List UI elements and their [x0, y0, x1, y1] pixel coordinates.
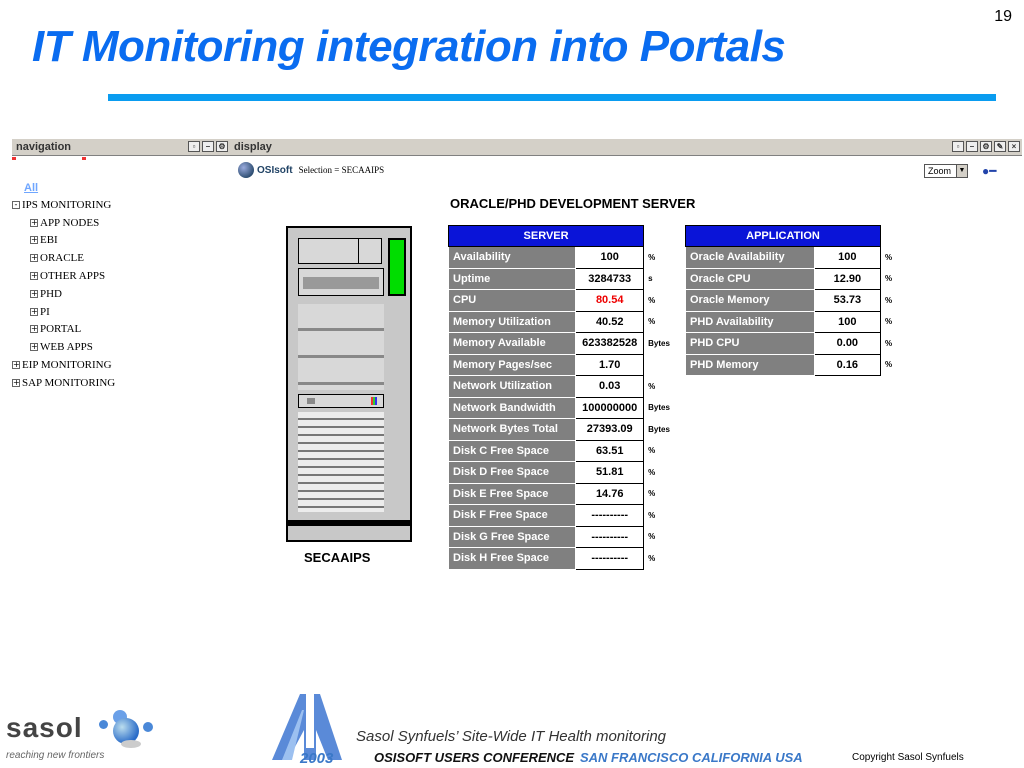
edit-icon[interactable]: ✎ — [994, 141, 1006, 152]
metric-value: 27393.09 — [576, 419, 644, 441]
metric-value: 40.52 — [576, 311, 644, 333]
metric-unit: % — [648, 510, 656, 520]
metric-label: Disk F Free Space — [449, 505, 576, 527]
nav-tree-item[interactable] — [12, 232, 115, 250]
metric-value: 100 — [814, 247, 880, 269]
metric-value: 100 — [814, 311, 880, 333]
status-indicator-green — [388, 238, 406, 296]
zoom-select[interactable] — [924, 164, 968, 178]
metric-value: 53.73 — [814, 290, 880, 312]
metric-value: 80.54 — [576, 290, 644, 312]
osisoft-brand: OSIsoft — [257, 164, 293, 176]
display-pane-controls — [952, 141, 1020, 152]
metric-label: Disk G Free Space — [449, 526, 576, 548]
nav-tree-item[interactable] — [12, 214, 115, 232]
chevron-down-icon[interactable]: ▼ — [956, 165, 967, 177]
nav-marker-right — [82, 157, 86, 160]
metric-row — [686, 268, 897, 290]
metric-unit: Bytes — [648, 338, 670, 348]
zoom-select-value: Zoom — [928, 166, 952, 176]
server-title: ORACLE/PHD DEVELOPMENT SERVER — [450, 196, 696, 211]
metric-value: 100 — [576, 247, 644, 269]
metric-unit: % — [885, 360, 893, 370]
metric-label: PHD Memory — [686, 354, 815, 376]
metric-unit: % — [885, 252, 893, 262]
nav-tree-item-label: APP NODES — [40, 216, 100, 229]
metric-value: 51.81 — [576, 462, 644, 484]
metric-row — [686, 290, 897, 312]
metric-value: 0.00 — [814, 333, 880, 355]
expand-icon[interactable]: + — [31, 271, 38, 281]
rack-drive-bay — [298, 268, 384, 296]
metric-unit: % — [648, 252, 656, 262]
metric-unit: % — [885, 338, 893, 348]
metric-label: Network Utilization — [449, 376, 576, 398]
metric-row — [449, 333, 686, 355]
display-pane-header — [230, 138, 1022, 156]
nav-tree-item[interactable] — [12, 249, 115, 267]
metric-value: 14.76 — [576, 483, 644, 505]
footer-caption: Sasol Synfuels’ Site-Wide IT Health monitoring — [356, 728, 667, 745]
restore-icon[interactable]: ▫ — [952, 141, 964, 152]
title-rule — [108, 94, 996, 101]
metric-row — [449, 311, 686, 333]
expand-icon[interactable]: + — [13, 360, 20, 370]
metric-row — [449, 440, 686, 462]
metric-value: ---------- — [576, 548, 644, 570]
navigation-tree — [12, 180, 115, 392]
metric-value: 100000000 — [576, 397, 644, 419]
expand-icon[interactable]: + — [31, 235, 38, 245]
metric-label: Availability — [449, 247, 576, 269]
nav-tree-item[interactable] — [12, 303, 115, 321]
expand-icon[interactable]: + — [31, 342, 38, 352]
metric-unit: % — [648, 489, 656, 499]
rack-blank-panels — [298, 304, 384, 390]
rack-base — [288, 520, 410, 526]
expand-icon[interactable]: + — [31, 324, 38, 334]
nav-tree-item-label: EBI — [40, 234, 58, 247]
copyright-text: Copyright Sasol Synfuels — [852, 752, 964, 763]
metric-label: PHD Availability — [686, 311, 815, 333]
rack-name-label: SECAAIPS — [304, 550, 371, 565]
nav-tree-item-label: OTHER APPS — [40, 270, 106, 283]
minimize-icon[interactable]: – — [966, 141, 978, 152]
pin-icon[interactable]: ●━ — [982, 164, 997, 178]
nav-tree-item[interactable] — [12, 374, 115, 392]
metric-label: Memory Pages/sec — [449, 354, 576, 376]
nav-marker-left — [12, 157, 16, 160]
restore-icon[interactable]: ▫ — [188, 141, 200, 152]
metric-row — [449, 419, 686, 441]
metric-row — [449, 290, 686, 312]
metric-label: Disk C Free Space — [449, 440, 576, 462]
rack-top-slot — [358, 238, 382, 264]
expand-icon[interactable]: + — [13, 377, 20, 387]
nav-tree-item[interactable] — [12, 196, 115, 214]
expand-icon[interactable]: + — [31, 306, 38, 316]
nav-tree-item-label: SAP MONITORING — [22, 376, 116, 389]
expand-icon[interactable]: + — [31, 253, 38, 263]
metric-value: 12.90 — [814, 268, 880, 290]
nav-tree-item-label: PI — [40, 305, 50, 318]
metric-label: Network Bytes Total — [449, 419, 576, 441]
metric-unit: % — [648, 532, 656, 542]
selection-label: Selection = SECAAIPS — [298, 165, 385, 175]
metric-unit: % — [885, 274, 893, 284]
metric-unit: % — [648, 553, 656, 563]
expand-icon[interactable]: + — [31, 288, 38, 298]
nav-tree-item-label: ORACLE — [40, 252, 84, 265]
metric-unit: % — [885, 317, 893, 327]
metric-value: 63.51 — [576, 440, 644, 462]
metric-row — [449, 376, 686, 398]
expand-icon[interactable]: + — [31, 217, 38, 227]
metric-row — [686, 247, 897, 269]
metric-value: ---------- — [576, 505, 644, 527]
conference-name: OSISOFT USERS CONFERENCE — [374, 750, 575, 765]
settings-icon[interactable]: ⚙ — [980, 141, 992, 152]
rack-vent-slots — [298, 412, 384, 512]
nav-all-link[interactable]: All — [24, 182, 39, 194]
osisoft-logo — [238, 162, 384, 178]
metric-label: PHD CPU — [686, 333, 815, 355]
settings-icon[interactable]: ⚙ — [216, 141, 228, 152]
metric-value: 0.16 — [814, 354, 880, 376]
metric-unit: s — [648, 274, 653, 284]
metric-label: Disk E Free Space — [449, 483, 576, 505]
sasol-tagline: reaching new frontiers — [6, 750, 105, 761]
navigation-pane-title: navigation — [16, 141, 72, 153]
metric-label: Oracle Memory — [686, 290, 815, 312]
metric-unit: % — [648, 317, 656, 327]
nav-tree-item-label: EIP MONITORING — [22, 359, 112, 372]
nav-tree-item[interactable] — [12, 285, 115, 303]
metric-label: Oracle CPU — [686, 268, 815, 290]
metric-value: 1.70 — [576, 354, 644, 376]
nav-tree-item[interactable] — [12, 267, 115, 285]
metric-row — [449, 268, 686, 290]
metric-row — [449, 247, 686, 269]
metric-label: CPU — [449, 290, 576, 312]
metric-row — [686, 354, 897, 376]
metric-row — [686, 333, 897, 355]
metric-unit: % — [648, 467, 656, 477]
metric-unit: % — [648, 381, 656, 391]
metric-label: Disk H Free Space — [449, 548, 576, 570]
server-rack-image — [286, 226, 412, 542]
metric-unit — [644, 354, 686, 376]
metric-row — [449, 462, 686, 484]
conference-location: SAN FRANCISCO CALIFORNIA USA — [580, 750, 803, 765]
metric-row — [449, 483, 686, 505]
metric-row — [449, 354, 686, 376]
metric-value: ---------- — [576, 526, 644, 548]
metric-unit: Bytes — [648, 424, 670, 434]
nav-tree-item-label: WEB APPS — [40, 341, 93, 354]
nav-tree-item[interactable] — [12, 321, 115, 339]
metric-row — [449, 548, 686, 570]
application-metrics-table — [685, 225, 897, 376]
sasol-logo — [6, 706, 167, 761]
slide-title: IT Monitoring integration into Portals — [32, 22, 786, 71]
minimize-icon[interactable]: – — [202, 141, 214, 152]
sasol-logo-text: sasol — [6, 712, 83, 743]
metric-value: 3284733 — [576, 268, 644, 290]
metric-value: 623382528 — [576, 333, 644, 355]
metric-unit: % — [648, 446, 656, 456]
sasol-globe-icon — [97, 706, 167, 750]
conference-year: 2003 — [300, 750, 334, 767]
slide-number: 19 — [994, 8, 1012, 25]
nav-tree-item-label: PHD — [40, 287, 63, 300]
server-metrics-table — [448, 225, 686, 570]
metric-row — [686, 311, 897, 333]
metric-label: Disk D Free Space — [449, 462, 576, 484]
metric-unit: % — [648, 295, 656, 305]
metric-label: Network Bandwidth — [449, 397, 576, 419]
metric-unit: Bytes — [648, 403, 670, 413]
metric-label: Memory Available — [449, 333, 576, 355]
nav-tree-item-label: IPS MONITORING — [22, 198, 112, 211]
navigation-pane-header — [12, 138, 230, 156]
metric-unit: % — [885, 295, 893, 305]
rack-server-unit — [298, 394, 384, 408]
nav-tree-item[interactable] — [12, 338, 115, 356]
metric-label: Memory Utilization — [449, 311, 576, 333]
metric-row — [449, 505, 686, 527]
nav-tree-item-label: PORTAL — [40, 323, 82, 336]
metric-value: 0.03 — [576, 376, 644, 398]
display-pane-title: display — [234, 141, 272, 153]
collapse-icon[interactable]: - — [12, 201, 20, 209]
metric-row — [449, 526, 686, 548]
server-table-header: SERVER — [449, 226, 644, 247]
metric-label: Uptime — [449, 268, 576, 290]
app-table-header: APPLICATION — [686, 226, 881, 247]
metric-label: Oracle Availability — [686, 247, 815, 269]
nav-tree-item[interactable] — [12, 356, 115, 374]
metric-row — [449, 397, 686, 419]
navigation-pane-controls — [188, 141, 228, 152]
osisoft-logo-icon — [238, 162, 254, 178]
close-icon[interactable]: × — [1008, 141, 1020, 152]
